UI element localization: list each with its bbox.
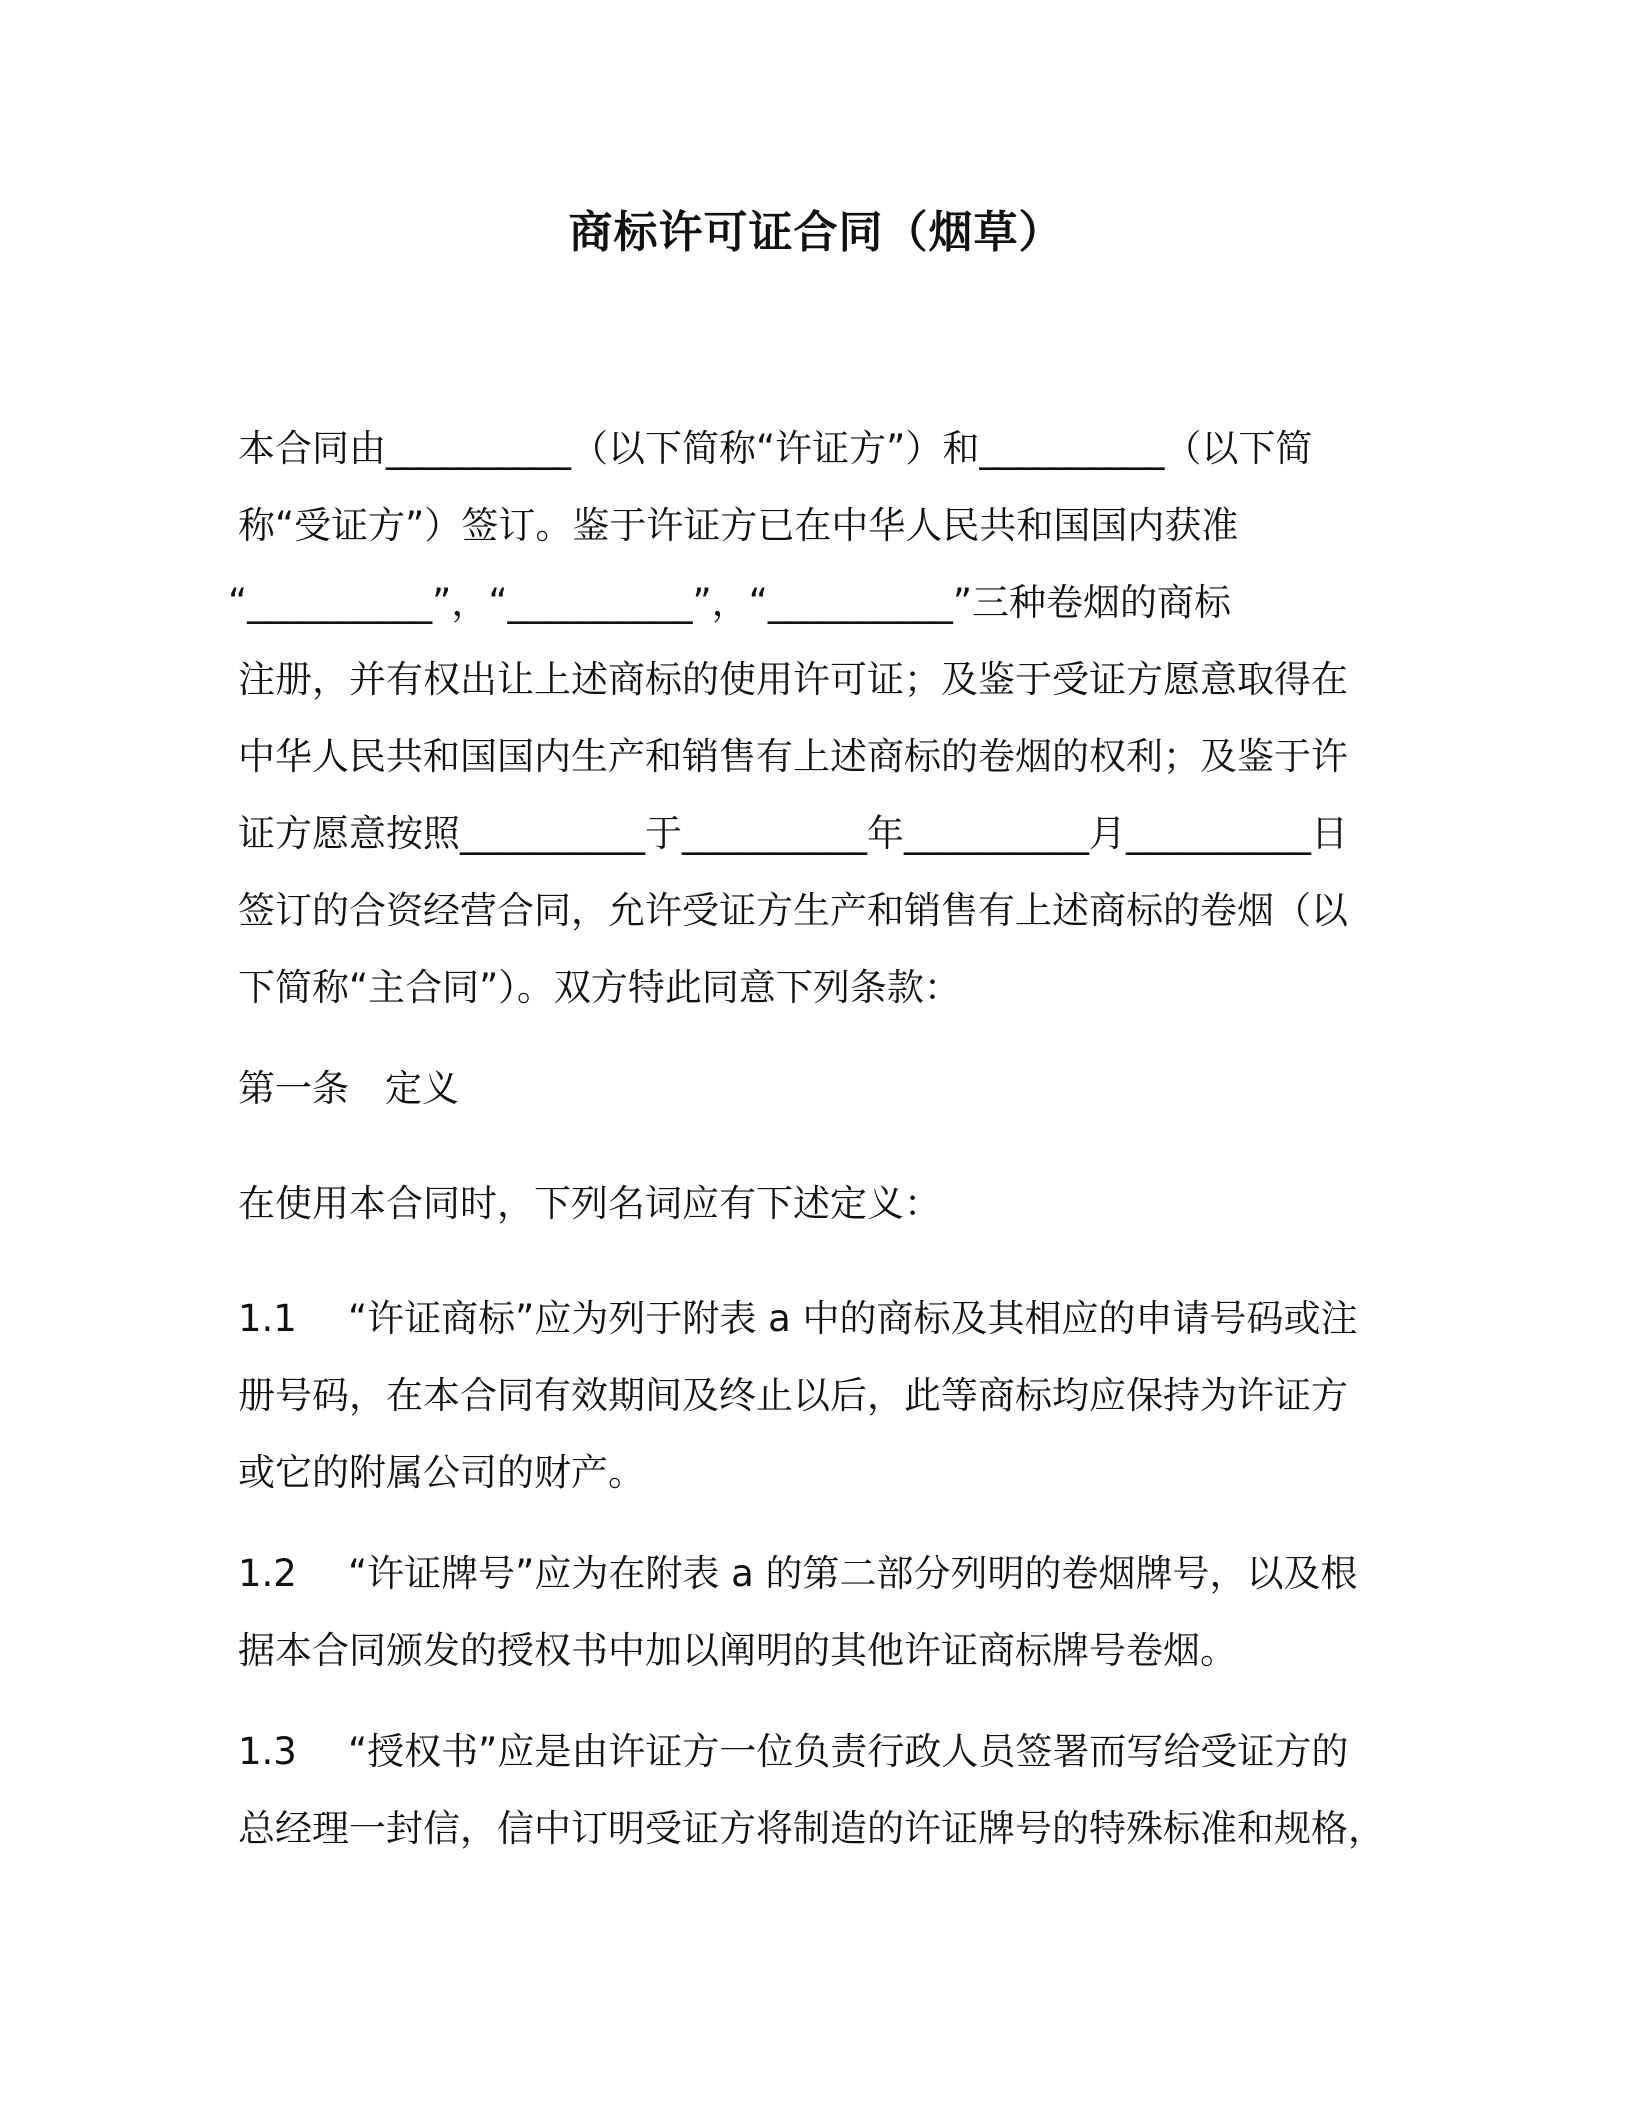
clause-number: 1.3 (238, 1730, 297, 1773)
clause-text: “许证商标”应为列于附表 a 中的商标及其相应的申请号码或注 (348, 1297, 1358, 1340)
preamble-line: 签订的合资经营合同，允许受证方生产和销售有上述商标的卷烟（以 (238, 889, 1348, 932)
article-name: 定义 (385, 1067, 459, 1110)
article-label: 第一条 (238, 1067, 349, 1110)
clause-first-line (238, 1535, 1398, 1612)
clause-1-2 (238, 1535, 1398, 1689)
clause-first-line (238, 1713, 1398, 1790)
document-title: 商标许可证合同（烟草） (568, 207, 1064, 258)
clause-line: 册号码，在本合同有效期间及终止以后，此等商标均应保持为许证方 (238, 1374, 1348, 1417)
preamble-line: 中华人民共和国国内生产和销售有上述商标的卷烟的权利；及鉴于许 (238, 735, 1348, 778)
clause-text: “授权书”应是由许证方一位负责行政人员签署而写给受证方的 (348, 1730, 1349, 1773)
article-heading (238, 1050, 1398, 1127)
clause-line: 总经理一封信，信中订明受证方将制造的许证牌号的特殊标准和规格， (238, 1807, 1385, 1850)
preamble-line: 证方愿意按照__________于__________年__________月__________日 (238, 812, 1348, 855)
preamble-line: 下简称“主合同”）。双方特此同意下列条款： (238, 966, 961, 1009)
clause-line: 据本合同颁发的授权书中加以阐明的其他许证商标牌号卷烟。 (238, 1629, 1237, 1672)
preamble-line: “__________”，“__________”，“__________”三种卷烟的商标 (228, 581, 1232, 624)
preamble-line: 注册，并有权出让上述商标的使用许可证；及鉴于受证方愿意取得在 (238, 658, 1348, 701)
clause-first-line (238, 1280, 1398, 1357)
clause-number: 1.2 (238, 1552, 297, 1595)
clause-number: 1.1 (238, 1297, 297, 1340)
preamble-line: 称“受证方”）签订。鉴于许证方已在中华人民共和国国内获准 (238, 504, 1239, 547)
clause-text: “许证牌号”应为在附表 a 的第二部分列明的卷烟牌号，以及根 (348, 1552, 1358, 1595)
clause-1-3 (238, 1713, 1398, 1867)
clause-1-1 (238, 1280, 1398, 1511)
article-intro: 在使用本合同时，下列名词应有下述定义： (238, 1182, 941, 1225)
clause-line: 或它的附属公司的财产。 (238, 1451, 645, 1494)
preamble-line: 本合同由__________（以下简称“许证方”）和__________（以下简 (238, 427, 1313, 470)
preamble-paragraph (228, 410, 1398, 1026)
